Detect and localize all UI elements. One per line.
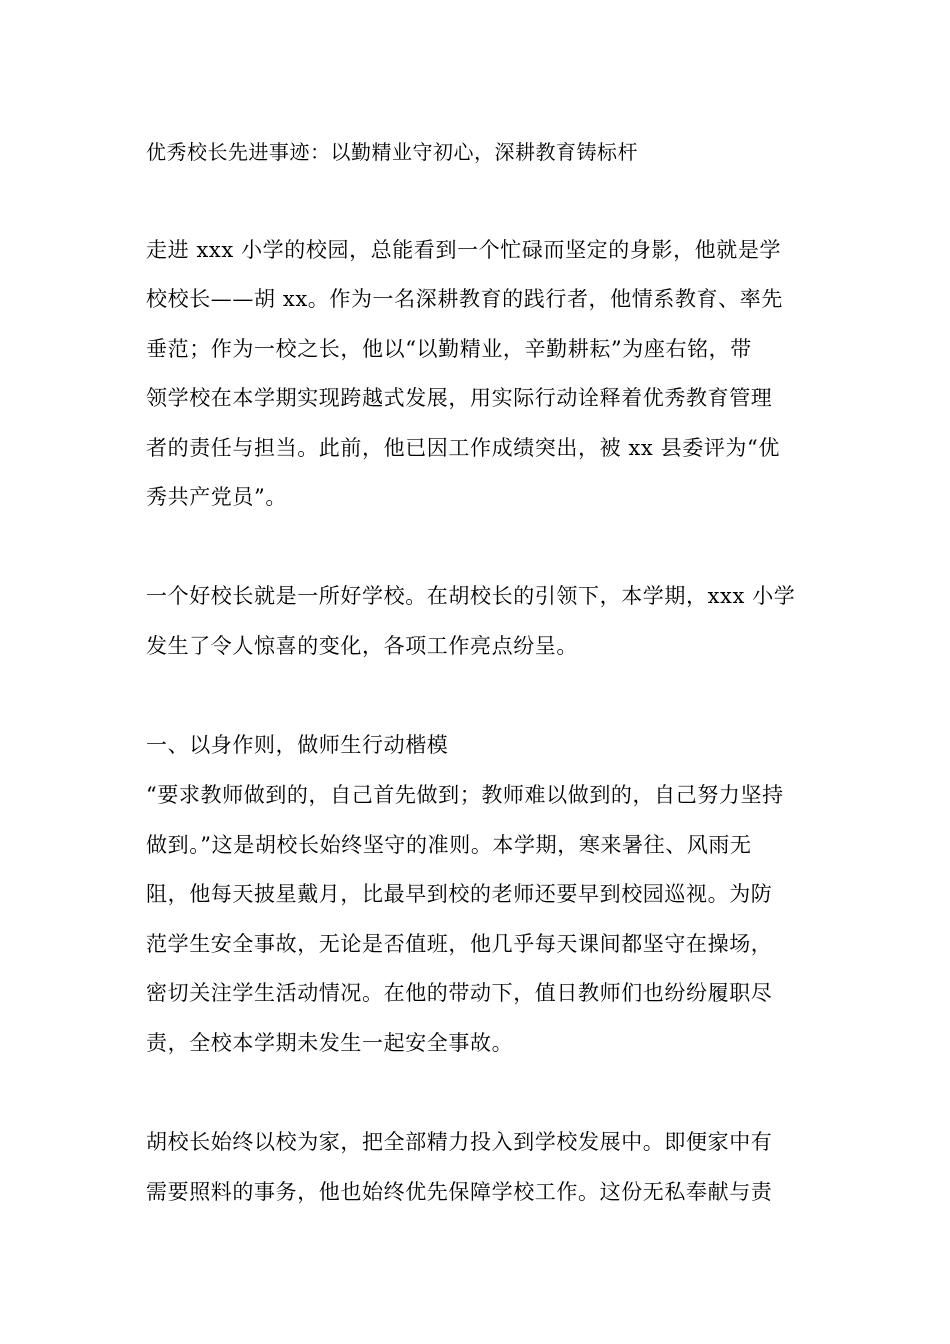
paragraph-4-line-2: 需要照料的事务，他也始终优先保障学校工作。这份无私奉献与责 [146,1180,773,1204]
paragraph-1-line-3: 垂范；作为一校之长，他以“以勤精业，辛勤耕耘”为座右铭，带 [146,337,752,361]
paragraph-3-line-1: “要求教师做到的，自己首先做到；教师难以做到的，自己努力坚持 [146,783,784,807]
paragraph-1-line-4: 领学校在本学期实现跨越式发展，用实际行动诠释着优秀教育管理 [146,386,773,410]
paragraph-2-line-1: 一个好校长就是一所好学校。在胡校长的引领下，本学期，xxx 小学 [146,584,796,608]
paragraph-1-line-1: 走进 xxx 小学的校园，总能看到一个忙碌而坚定的身影，他就是学 [146,238,782,262]
paragraph-1-line-5: 者的责任与担当。此前，他已因工作成绩突出，被 xx 县委评为“优 [146,436,780,460]
paragraph-3-line-2: 做到。”这是胡校长始终坚守的准则。本学期，寒来暑往、风雨无 [146,833,752,857]
document-title: 优秀校长先进事迹：以勤精业守初心，深耕教育铸标杆 [146,140,638,164]
paragraph-4-line-1: 胡校长始终以校为家，把全部精力投入到学校发展中。即便家中有 [146,1130,773,1154]
paragraph-1-line-6: 秀共产党员”。 [146,485,287,509]
paragraph-3-line-4: 范学生安全事故，无论是否值班，他几乎每天课间都坚守在操场， [146,932,773,956]
paragraph-3-line-5: 密切关注学生活动情况。在他的带动下，值日教师们也纷纷履职尽 [146,981,773,1005]
paragraph-2-line-2: 发生了令人惊喜的变化，各项工作亮点纷呈。 [146,634,578,658]
paragraph-3-line-6: 责，全校本学期未发生一起安全事故。 [146,1031,514,1055]
section-1-heading: 一、以身作则，做师生行动楷模 [146,733,449,757]
paragraph-1-line-2: 校校长——胡 xx。作为一名深耕教育的践行者，他情系教育、率先 [146,287,783,311]
paragraph-3-line-3: 阻，他每天披星戴月，比最早到校的老师还要早到校园巡视。为防 [146,882,773,906]
